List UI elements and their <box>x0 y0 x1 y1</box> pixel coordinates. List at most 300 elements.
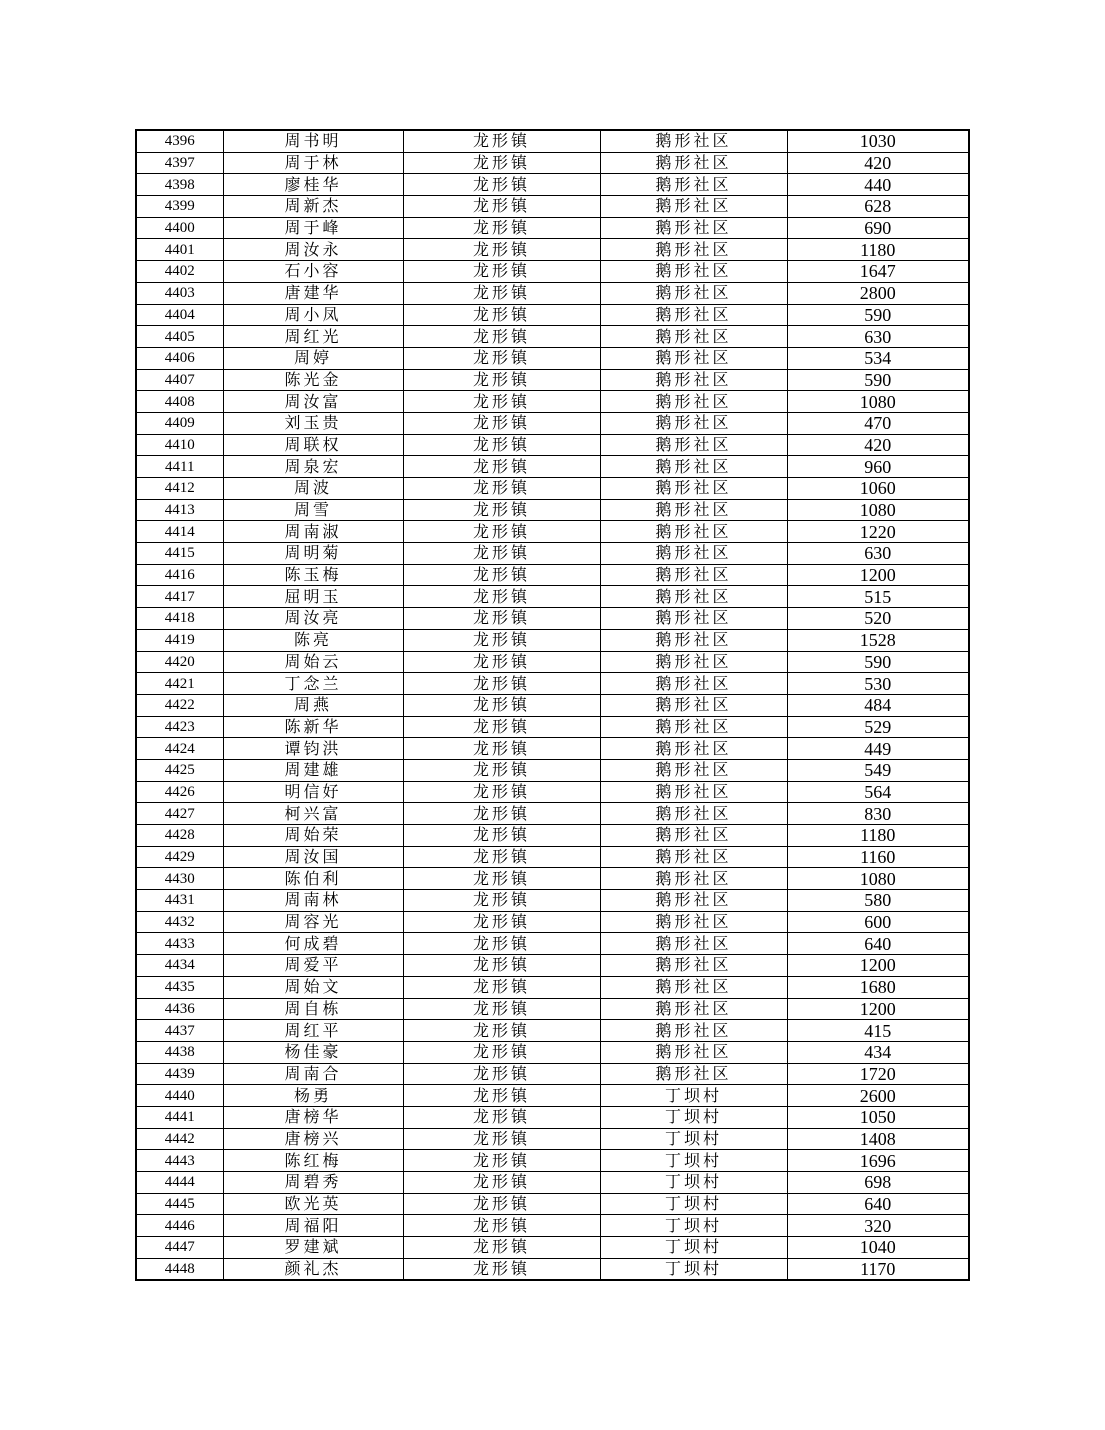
village-cell: 鹅形社区 <box>600 174 787 196</box>
town-cell: 龙形镇 <box>403 673 600 695</box>
village-cell: 鹅形社区 <box>600 326 787 348</box>
town-cell: 龙形镇 <box>403 1258 600 1280</box>
name-cell: 周南林 <box>223 890 403 912</box>
town-cell: 龙形镇 <box>403 369 600 391</box>
row-number-cell: 4423 <box>136 716 223 738</box>
amount-cell: 1060 <box>787 478 969 500</box>
town-cell: 龙形镇 <box>403 1041 600 1063</box>
row-number-cell: 4430 <box>136 868 223 890</box>
village-cell: 鹅形社区 <box>600 434 787 456</box>
name-cell: 周南淑 <box>223 521 403 543</box>
row-number-cell: 4411 <box>136 456 223 478</box>
row-number-cell: 4439 <box>136 1063 223 1085</box>
table-row <box>136 976 969 998</box>
amount-cell: 1080 <box>787 499 969 521</box>
town-cell: 龙形镇 <box>403 282 600 304</box>
village-cell: 鹅形社区 <box>600 608 787 630</box>
name-cell: 何成碧 <box>223 933 403 955</box>
name-cell: 周书明 <box>223 130 403 152</box>
table-row <box>136 1085 969 1107</box>
table-row <box>136 239 969 261</box>
village-cell: 丁坝村 <box>600 1193 787 1215</box>
village-cell: 鹅形社区 <box>600 781 787 803</box>
row-number-cell: 4415 <box>136 543 223 565</box>
amount-cell: 440 <box>787 174 969 196</box>
table-row <box>136 1041 969 1063</box>
village-cell: 鹅形社区 <box>600 976 787 998</box>
amount-cell: 628 <box>787 196 969 218</box>
amount-cell: 1200 <box>787 998 969 1020</box>
table-row <box>136 130 969 152</box>
amount-cell: 520 <box>787 608 969 630</box>
town-cell: 龙形镇 <box>403 608 600 630</box>
amount-cell: 1080 <box>787 391 969 413</box>
amount-cell: 2800 <box>787 282 969 304</box>
name-cell: 谭钧洪 <box>223 738 403 760</box>
row-number-cell: 4419 <box>136 629 223 651</box>
village-cell: 鹅形社区 <box>600 543 787 565</box>
amount-cell: 320 <box>787 1215 969 1237</box>
village-cell: 鹅形社区 <box>600 391 787 413</box>
village-cell: 鹅形社区 <box>600 933 787 955</box>
town-cell: 龙形镇 <box>403 1172 600 1194</box>
town-cell: 龙形镇 <box>403 976 600 998</box>
town-cell: 龙形镇 <box>403 1085 600 1107</box>
table-row <box>136 217 969 239</box>
amount-cell: 1220 <box>787 521 969 543</box>
table-row <box>136 304 969 326</box>
row-number-cell: 4408 <box>136 391 223 413</box>
row-number-cell: 4441 <box>136 1106 223 1128</box>
name-cell: 周红光 <box>223 326 403 348</box>
table-row <box>136 196 969 218</box>
town-cell: 龙形镇 <box>403 694 600 716</box>
amount-cell: 630 <box>787 326 969 348</box>
table-row <box>136 803 969 825</box>
row-number-cell: 4416 <box>136 564 223 586</box>
name-cell: 唐建华 <box>223 282 403 304</box>
amount-cell: 534 <box>787 347 969 369</box>
town-cell: 龙形镇 <box>403 868 600 890</box>
table-row <box>136 478 969 500</box>
table-row <box>136 261 969 283</box>
town-cell: 龙形镇 <box>403 955 600 977</box>
table-row <box>136 326 969 348</box>
village-cell: 丁坝村 <box>600 1085 787 1107</box>
village-cell: 鹅形社区 <box>600 369 787 391</box>
amount-cell: 1180 <box>787 825 969 847</box>
row-number-cell: 4400 <box>136 217 223 239</box>
amount-cell: 830 <box>787 803 969 825</box>
table-row <box>136 998 969 1020</box>
table-row <box>136 521 969 543</box>
row-number-cell: 4428 <box>136 825 223 847</box>
table-row <box>136 391 969 413</box>
name-cell: 杨勇 <box>223 1085 403 1107</box>
row-number-cell: 4407 <box>136 369 223 391</box>
row-number-cell: 4435 <box>136 976 223 998</box>
name-cell: 陈光金 <box>223 369 403 391</box>
name-cell: 周汝永 <box>223 239 403 261</box>
village-cell: 鹅形社区 <box>600 499 787 521</box>
amount-cell: 1200 <box>787 955 969 977</box>
name-cell: 陈红梅 <box>223 1150 403 1172</box>
table-row <box>136 890 969 912</box>
town-cell: 龙形镇 <box>403 196 600 218</box>
town-cell: 龙形镇 <box>403 564 600 586</box>
name-cell: 柯兴富 <box>223 803 403 825</box>
amount-cell: 449 <box>787 738 969 760</box>
amount-cell: 1050 <box>787 1106 969 1128</box>
amount-cell: 590 <box>787 304 969 326</box>
row-number-cell: 4399 <box>136 196 223 218</box>
name-cell: 周始文 <box>223 976 403 998</box>
table-row <box>136 1106 969 1128</box>
row-number-cell: 4437 <box>136 1020 223 1042</box>
town-cell: 龙形镇 <box>403 911 600 933</box>
row-number-cell: 4413 <box>136 499 223 521</box>
amount-cell: 515 <box>787 586 969 608</box>
amount-cell: 1170 <box>787 1258 969 1280</box>
amount-cell: 484 <box>787 694 969 716</box>
table-row <box>136 1020 969 1042</box>
row-number-cell: 4405 <box>136 326 223 348</box>
name-cell: 刘玉贵 <box>223 412 403 434</box>
table-row <box>136 282 969 304</box>
village-cell: 鹅形社区 <box>600 1063 787 1085</box>
name-cell: 陈新华 <box>223 716 403 738</box>
amount-cell: 1647 <box>787 261 969 283</box>
name-cell: 周于峰 <box>223 217 403 239</box>
table-row <box>136 781 969 803</box>
table-row <box>136 673 969 695</box>
row-number-cell: 4429 <box>136 846 223 868</box>
village-cell: 丁坝村 <box>600 1172 787 1194</box>
subsidy-table <box>135 129 970 1281</box>
village-cell: 鹅形社区 <box>600 955 787 977</box>
village-cell: 鹅形社区 <box>600 261 787 283</box>
amount-cell: 640 <box>787 933 969 955</box>
amount-cell: 590 <box>787 651 969 673</box>
town-cell: 龙形镇 <box>403 890 600 912</box>
table-body <box>136 130 969 1280</box>
town-cell: 龙形镇 <box>403 651 600 673</box>
amount-cell: 1200 <box>787 564 969 586</box>
town-cell: 龙形镇 <box>403 391 600 413</box>
town-cell: 龙形镇 <box>403 1020 600 1042</box>
row-number-cell: 4421 <box>136 673 223 695</box>
town-cell: 龙形镇 <box>403 347 600 369</box>
village-cell: 鹅形社区 <box>600 196 787 218</box>
table-row <box>136 911 969 933</box>
amount-cell: 960 <box>787 456 969 478</box>
amount-cell: 1528 <box>787 629 969 651</box>
table-row <box>136 716 969 738</box>
village-cell: 鹅形社区 <box>600 716 787 738</box>
name-cell: 周建雄 <box>223 759 403 781</box>
name-cell: 周汝国 <box>223 846 403 868</box>
name-cell: 周小凤 <box>223 304 403 326</box>
name-cell: 周始云 <box>223 651 403 673</box>
row-number-cell: 4397 <box>136 152 223 174</box>
amount-cell: 564 <box>787 781 969 803</box>
village-cell: 鹅形社区 <box>600 890 787 912</box>
town-cell: 龙形镇 <box>403 261 600 283</box>
village-cell: 鹅形社区 <box>600 998 787 1020</box>
village-cell: 丁坝村 <box>600 1150 787 1172</box>
town-cell: 龙形镇 <box>403 1150 600 1172</box>
name-cell: 唐榜兴 <box>223 1128 403 1150</box>
table-row <box>136 629 969 651</box>
name-cell: 周雪 <box>223 499 403 521</box>
name-cell: 石小容 <box>223 261 403 283</box>
amount-cell: 1680 <box>787 976 969 998</box>
name-cell: 周泉宏 <box>223 456 403 478</box>
village-cell: 鹅形社区 <box>600 521 787 543</box>
row-number-cell: 4414 <box>136 521 223 543</box>
village-cell: 丁坝村 <box>600 1258 787 1280</box>
amount-cell: 600 <box>787 911 969 933</box>
amount-cell: 690 <box>787 217 969 239</box>
village-cell: 丁坝村 <box>600 1106 787 1128</box>
table-row <box>136 1258 969 1280</box>
amount-cell: 530 <box>787 673 969 695</box>
village-cell: 鹅形社区 <box>600 152 787 174</box>
row-number-cell: 4398 <box>136 174 223 196</box>
amount-cell: 420 <box>787 152 969 174</box>
town-cell: 龙形镇 <box>403 304 600 326</box>
town-cell: 龙形镇 <box>403 239 600 261</box>
name-cell: 周联权 <box>223 434 403 456</box>
table-row <box>136 1237 969 1259</box>
town-cell: 龙形镇 <box>403 217 600 239</box>
town-cell: 龙形镇 <box>403 543 600 565</box>
row-number-cell: 4404 <box>136 304 223 326</box>
row-number-cell: 4448 <box>136 1258 223 1280</box>
town-cell: 龙形镇 <box>403 1128 600 1150</box>
name-cell: 周波 <box>223 478 403 500</box>
name-cell: 唐榜华 <box>223 1106 403 1128</box>
name-cell: 周爱平 <box>223 955 403 977</box>
village-cell: 鹅形社区 <box>600 1020 787 1042</box>
amount-cell: 415 <box>787 1020 969 1042</box>
amount-cell: 1030 <box>787 130 969 152</box>
amount-cell: 2600 <box>787 1085 969 1107</box>
table-row <box>136 586 969 608</box>
town-cell: 龙形镇 <box>403 1237 600 1259</box>
amount-cell: 470 <box>787 412 969 434</box>
amount-cell: 640 <box>787 1193 969 1215</box>
village-cell: 鹅形社区 <box>600 803 787 825</box>
name-cell: 陈亮 <box>223 629 403 651</box>
village-cell: 鹅形社区 <box>600 239 787 261</box>
amount-cell: 1160 <box>787 846 969 868</box>
amount-cell: 1720 <box>787 1063 969 1085</box>
row-number-cell: 4442 <box>136 1128 223 1150</box>
village-cell: 鹅形社区 <box>600 846 787 868</box>
row-number-cell: 4409 <box>136 412 223 434</box>
row-number-cell: 4412 <box>136 478 223 500</box>
name-cell: 颜礼杰 <box>223 1258 403 1280</box>
town-cell: 龙形镇 <box>403 1193 600 1215</box>
table-row <box>136 564 969 586</box>
name-cell: 廖桂华 <box>223 174 403 196</box>
town-cell: 龙形镇 <box>403 716 600 738</box>
table-row <box>136 347 969 369</box>
name-cell: 欧光英 <box>223 1193 403 1215</box>
name-cell: 周汝富 <box>223 391 403 413</box>
table-row <box>136 759 969 781</box>
village-cell: 丁坝村 <box>600 1237 787 1259</box>
name-cell: 周福阳 <box>223 1215 403 1237</box>
table-row <box>136 1193 969 1215</box>
village-cell: 鹅形社区 <box>600 651 787 673</box>
village-cell: 鹅形社区 <box>600 694 787 716</box>
row-number-cell: 4396 <box>136 130 223 152</box>
amount-cell: 1080 <box>787 868 969 890</box>
town-cell: 龙形镇 <box>403 629 600 651</box>
village-cell: 鹅形社区 <box>600 586 787 608</box>
town-cell: 龙形镇 <box>403 478 600 500</box>
table-row <box>136 152 969 174</box>
row-number-cell: 4426 <box>136 781 223 803</box>
row-number-cell: 4438 <box>136 1041 223 1063</box>
amount-cell: 1040 <box>787 1237 969 1259</box>
amount-cell: 529 <box>787 716 969 738</box>
amount-cell: 590 <box>787 369 969 391</box>
name-cell: 周明菊 <box>223 543 403 565</box>
village-cell: 鹅形社区 <box>600 217 787 239</box>
village-cell: 鹅形社区 <box>600 347 787 369</box>
name-cell: 杨佳豪 <box>223 1041 403 1063</box>
village-cell: 鹅形社区 <box>600 673 787 695</box>
table-row <box>136 1063 969 1085</box>
table-row <box>136 825 969 847</box>
town-cell: 龙形镇 <box>403 998 600 1020</box>
table-row <box>136 694 969 716</box>
town-cell: 龙形镇 <box>403 1063 600 1085</box>
village-cell: 鹅形社区 <box>600 911 787 933</box>
town-cell: 龙形镇 <box>403 825 600 847</box>
town-cell: 龙形镇 <box>403 1215 600 1237</box>
town-cell: 龙形镇 <box>403 130 600 152</box>
town-cell: 龙形镇 <box>403 174 600 196</box>
row-number-cell: 4443 <box>136 1150 223 1172</box>
town-cell: 龙形镇 <box>403 846 600 868</box>
table-row <box>136 174 969 196</box>
row-number-cell: 4417 <box>136 586 223 608</box>
table-row <box>136 499 969 521</box>
row-number-cell: 4402 <box>136 261 223 283</box>
town-cell: 龙形镇 <box>403 499 600 521</box>
village-cell: 鹅形社区 <box>600 304 787 326</box>
name-cell: 周燕 <box>223 694 403 716</box>
name-cell: 周始荣 <box>223 825 403 847</box>
town-cell: 龙形镇 <box>403 152 600 174</box>
amount-cell: 630 <box>787 543 969 565</box>
village-cell: 丁坝村 <box>600 1128 787 1150</box>
town-cell: 龙形镇 <box>403 456 600 478</box>
row-number-cell: 4434 <box>136 955 223 977</box>
row-number-cell: 4445 <box>136 1193 223 1215</box>
table-row <box>136 456 969 478</box>
table-row <box>136 933 969 955</box>
village-cell: 鹅形社区 <box>600 130 787 152</box>
row-number-cell: 4440 <box>136 1085 223 1107</box>
town-cell: 龙形镇 <box>403 738 600 760</box>
table-row <box>136 1172 969 1194</box>
row-number-cell: 4444 <box>136 1172 223 1194</box>
village-cell: 鹅形社区 <box>600 282 787 304</box>
row-number-cell: 4422 <box>136 694 223 716</box>
name-cell: 罗建斌 <box>223 1237 403 1259</box>
name-cell: 周于林 <box>223 152 403 174</box>
amount-cell: 698 <box>787 1172 969 1194</box>
village-cell: 丁坝村 <box>600 1215 787 1237</box>
row-number-cell: 4401 <box>136 239 223 261</box>
town-cell: 龙形镇 <box>403 1106 600 1128</box>
row-number-cell: 4410 <box>136 434 223 456</box>
town-cell: 龙形镇 <box>403 586 600 608</box>
row-number-cell: 4418 <box>136 608 223 630</box>
village-cell: 鹅形社区 <box>600 412 787 434</box>
table-row <box>136 846 969 868</box>
name-cell: 周新杰 <box>223 196 403 218</box>
row-number-cell: 4420 <box>136 651 223 673</box>
row-number-cell: 4431 <box>136 890 223 912</box>
table-row <box>136 738 969 760</box>
village-cell: 鹅形社区 <box>600 456 787 478</box>
name-cell: 周容光 <box>223 911 403 933</box>
row-number-cell: 4424 <box>136 738 223 760</box>
row-number-cell: 4425 <box>136 759 223 781</box>
row-number-cell: 4436 <box>136 998 223 1020</box>
name-cell: 丁念兰 <box>223 673 403 695</box>
amount-cell: 549 <box>787 759 969 781</box>
village-cell: 鹅形社区 <box>600 564 787 586</box>
row-number-cell: 4433 <box>136 933 223 955</box>
name-cell: 陈玉梅 <box>223 564 403 586</box>
amount-cell: 1180 <box>787 239 969 261</box>
table-row <box>136 608 969 630</box>
town-cell: 龙形镇 <box>403 933 600 955</box>
town-cell: 龙形镇 <box>403 781 600 803</box>
table-row <box>136 651 969 673</box>
table-row <box>136 1150 969 1172</box>
name-cell: 屈明玉 <box>223 586 403 608</box>
table-row <box>136 955 969 977</box>
town-cell: 龙形镇 <box>403 412 600 434</box>
row-number-cell: 4427 <box>136 803 223 825</box>
village-cell: 鹅形社区 <box>600 868 787 890</box>
amount-cell: 580 <box>787 890 969 912</box>
amount-cell: 420 <box>787 434 969 456</box>
village-cell: 鹅形社区 <box>600 738 787 760</box>
table-row <box>136 1128 969 1150</box>
village-cell: 鹅形社区 <box>600 478 787 500</box>
name-cell: 周碧秀 <box>223 1172 403 1194</box>
name-cell: 周南合 <box>223 1063 403 1085</box>
row-number-cell: 4432 <box>136 911 223 933</box>
amount-cell: 434 <box>787 1041 969 1063</box>
village-cell: 鹅形社区 <box>600 759 787 781</box>
table-row <box>136 369 969 391</box>
row-number-cell: 4406 <box>136 347 223 369</box>
row-number-cell: 4446 <box>136 1215 223 1237</box>
name-cell: 周汝亮 <box>223 608 403 630</box>
name-cell: 周婷 <box>223 347 403 369</box>
town-cell: 龙形镇 <box>403 759 600 781</box>
